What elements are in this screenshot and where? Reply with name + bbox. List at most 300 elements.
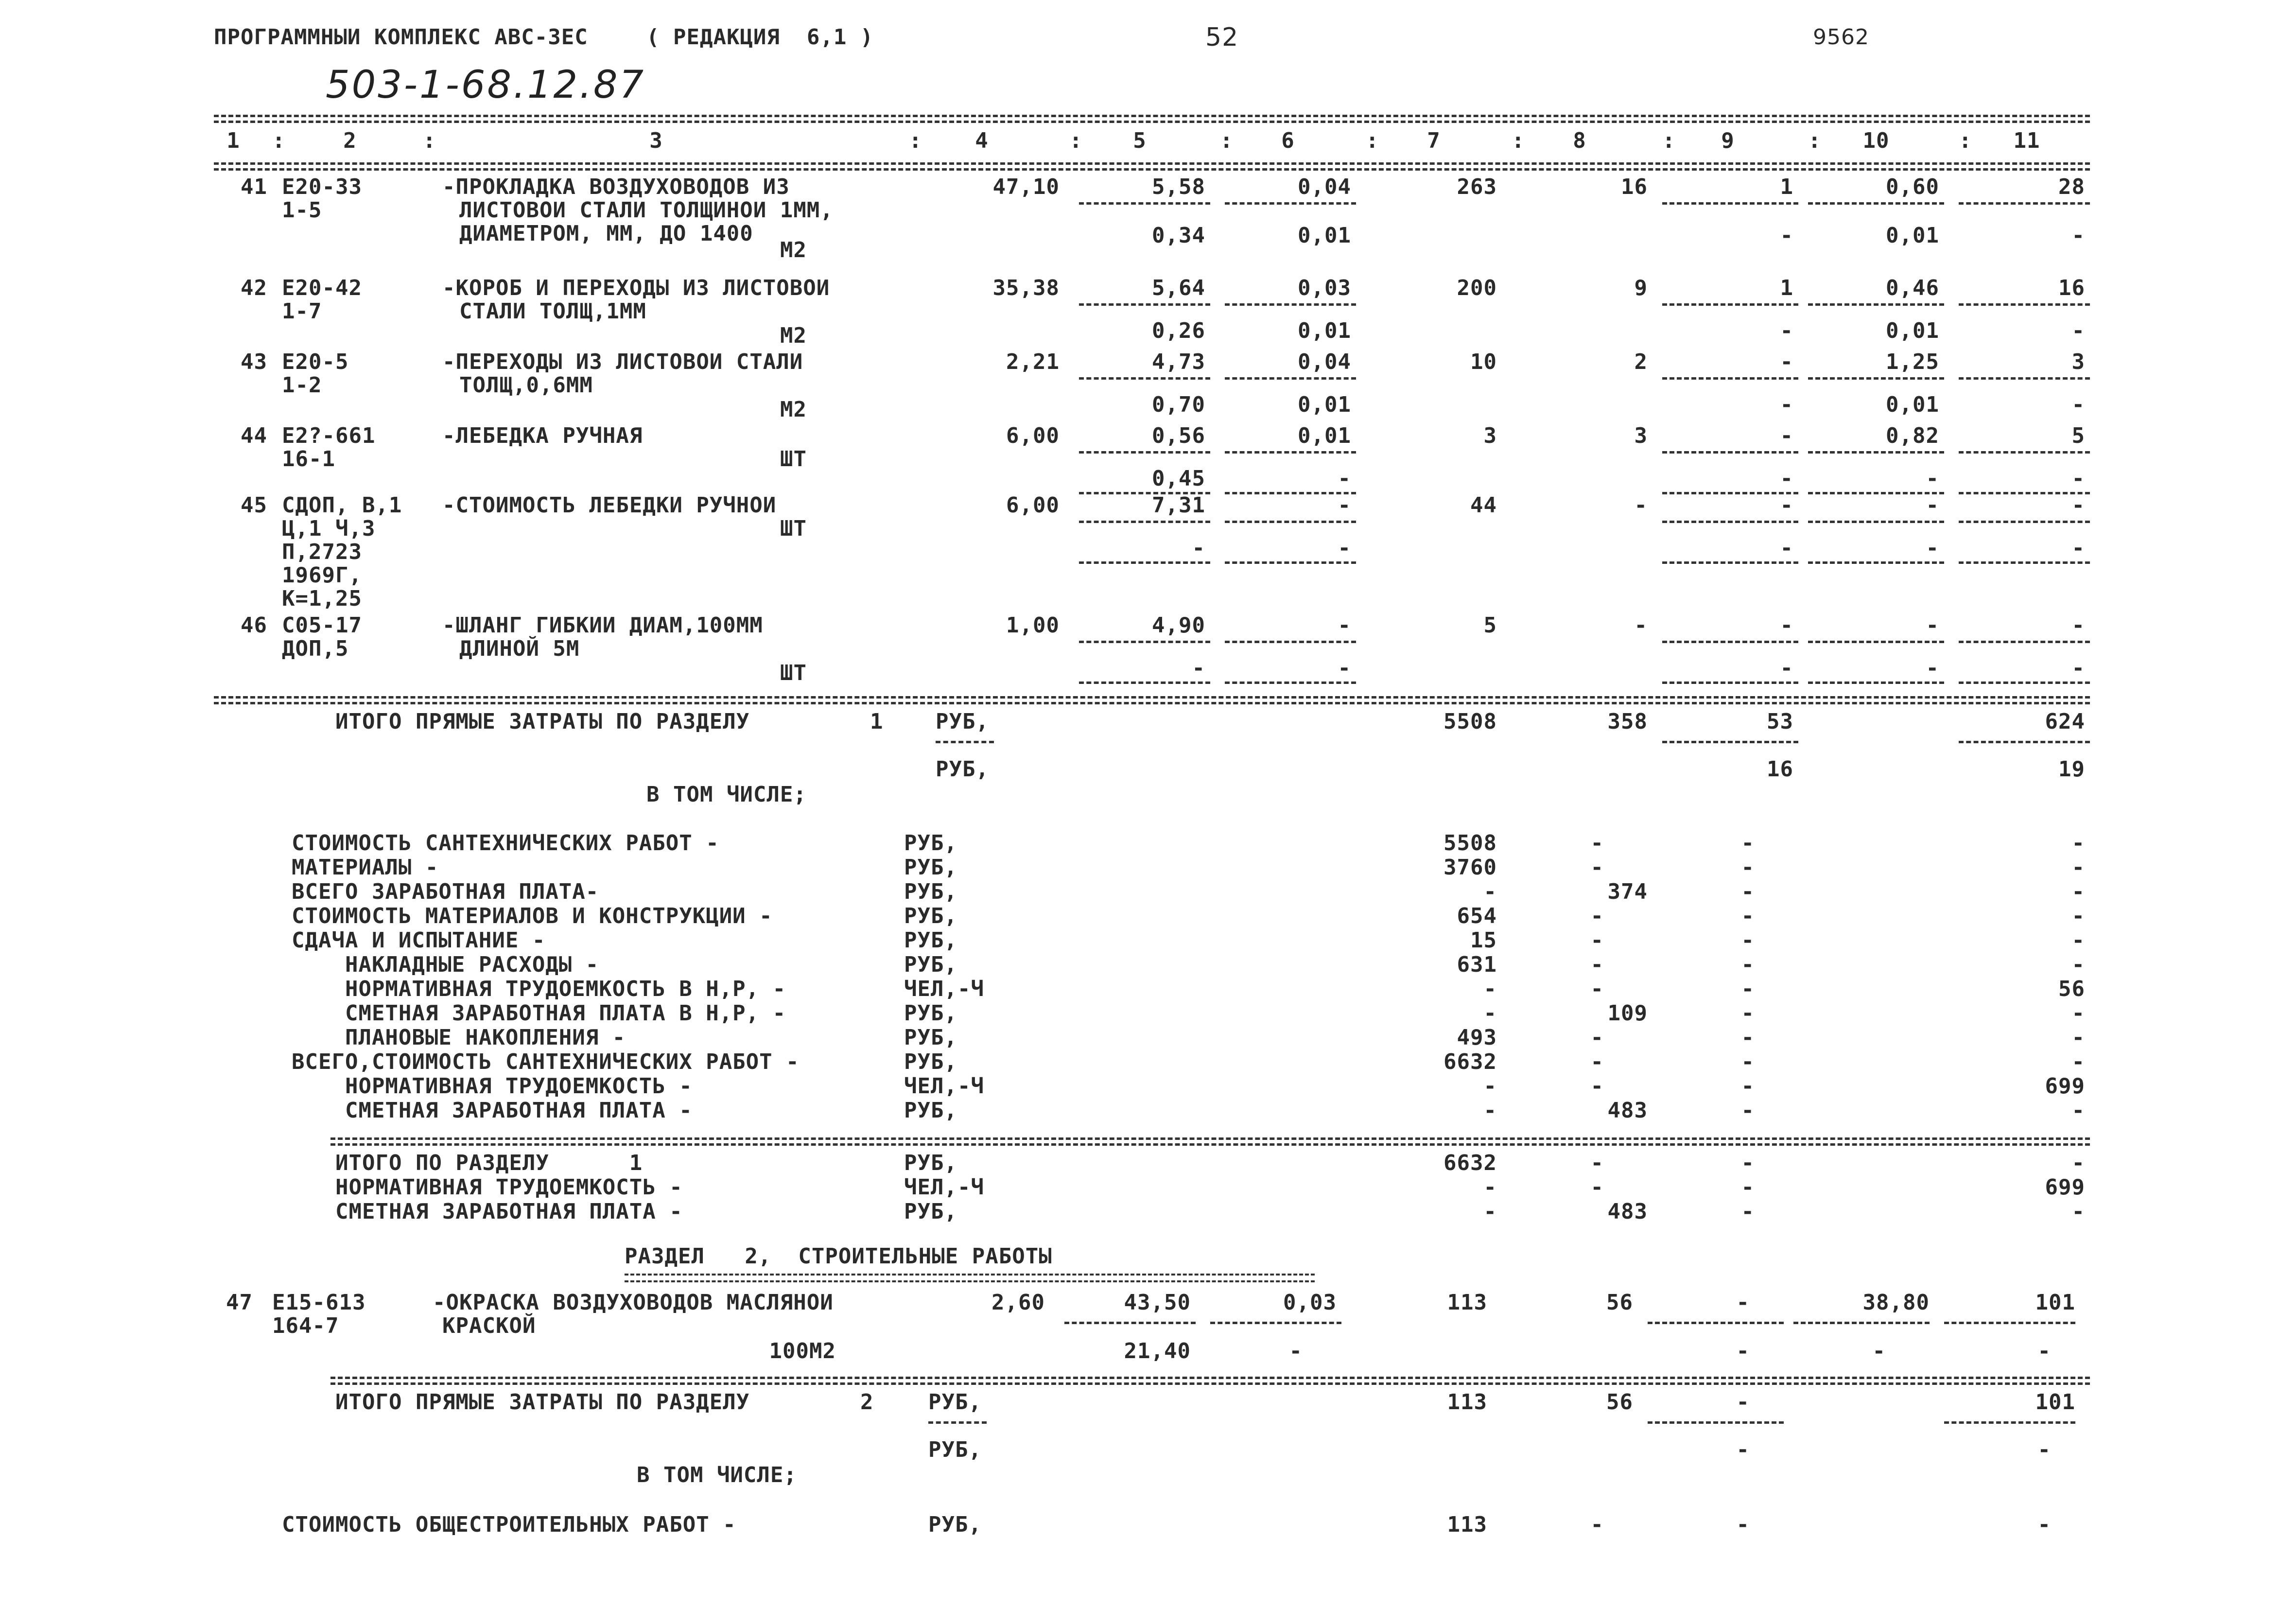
breakdown-c7: 5508 <box>1444 831 1497 856</box>
item-code: СДОП, В,1 <box>282 493 402 518</box>
breakdown-label: СДАЧА И ИСПЫТАНИЕ - <box>292 928 546 953</box>
breakdown-c8: 374 <box>1607 879 1648 904</box>
item-code: Е20-5 <box>282 350 349 374</box>
breakdown-c7: - <box>1483 1074 1497 1099</box>
breakdown-c9: - <box>1741 952 1755 977</box>
item-unit: ШТ <box>780 516 807 541</box>
cell-c9b: - <box>1780 318 1793 343</box>
total-label: ИТОГО ПРЯМЫЕ ЗАТРАТЫ ПО РАЗДЕЛУ <box>335 1390 750 1415</box>
total-unit: РУБ, <box>936 709 989 734</box>
breakdown-c11: - <box>2071 831 2085 856</box>
final-c11: - <box>2071 1151 2085 1175</box>
total-c9: 53 <box>1767 709 1793 734</box>
item-code: 1-7 <box>282 299 322 324</box>
subtotal-rule <box>1808 202 1944 205</box>
item-code: Е2?-661 <box>282 423 376 448</box>
item-code: Е20-42 <box>282 276 362 300</box>
item-name: СТАЛИ ТОЛЩ,1ММ <box>459 299 646 324</box>
item-code: П,2723 <box>282 540 362 564</box>
breakdown-c11: - <box>2071 904 2085 928</box>
breakdown-c11: - <box>2071 952 2085 977</box>
cell-c11: 3 <box>2071 350 2085 374</box>
cell-c6: 0,03 <box>1283 1290 1337 1315</box>
subtotal-rule <box>1959 641 2090 643</box>
subtotal-rule <box>1959 202 2090 205</box>
cell-c5b: 0,26 <box>1152 318 1205 343</box>
final-c7: - <box>1483 1199 1497 1224</box>
subtotal-rule <box>1808 451 1944 454</box>
subtotal-rule <box>1079 641 1210 643</box>
breakdown-c7: 631 <box>1457 952 1497 977</box>
section2-title: РАЗДЕЛ 2, СТРОИТЕЛЬНЫЕ РАБОТЫ <box>625 1244 1052 1269</box>
subtotal-rule <box>1662 451 1798 454</box>
subtotal-rule <box>1959 741 2090 743</box>
item-code: Е20-33 <box>282 175 362 199</box>
cell-c9: 1 <box>1780 175 1793 199</box>
cell-c9: - <box>1780 493 1793 518</box>
subtotal-rule <box>1225 561 1356 564</box>
cell-c10b: - <box>1926 466 1939 491</box>
breakdown-c11: 699 <box>2045 1074 2085 1099</box>
item-number: 47 <box>226 1290 253 1315</box>
subtotal-rule <box>1225 521 1356 523</box>
breakdown-c9: - <box>1741 855 1755 880</box>
breakdown-c11: - <box>2071 1098 2085 1123</box>
cell-c5b: 0,45 <box>1152 466 1205 491</box>
column-header-10: 10 <box>1862 128 1890 153</box>
cell-c10b: 0,01 <box>1886 392 1939 417</box>
breakdown-c11: - <box>2071 1049 2085 1074</box>
cell-c5: 5,58 <box>1152 175 1205 199</box>
item-code: 1969Г, <box>282 563 362 588</box>
cell-c6b: - <box>1289 1339 1303 1363</box>
section-rule <box>330 1143 2090 1146</box>
breakdown-unit: РУБ, <box>904 928 957 953</box>
cell-c11: - <box>2071 493 2085 518</box>
cell-c4: 47,10 <box>992 175 1060 199</box>
cell-c11: 16 <box>2058 276 2085 300</box>
breakdown-label: ВСЕГО,СТОИМОСТЬ САНТЕХНИЧЕСКИХ РАБОТ - <box>292 1049 800 1074</box>
breakdown-c8: - <box>1590 1512 1604 1537</box>
subtotal-rule <box>1662 303 1798 306</box>
cell-c8: 9 <box>1634 276 1648 300</box>
subtotal-rule <box>1079 682 1210 684</box>
doc-code: 9562 <box>1813 25 1869 50</box>
cell-c10b: - <box>1926 536 1939 560</box>
breakdown-c11: - <box>2071 855 2085 880</box>
final-c9: - <box>1741 1175 1755 1200</box>
cell-c11: 28 <box>2058 175 2085 199</box>
header-rule-bottom <box>214 162 2090 165</box>
breakdown-label: СТОИМОСТЬ МАТЕРИАЛОВ И КОНСТРУКЦИИ - <box>292 904 773 928</box>
header-rule-bottom-2 <box>214 168 2090 171</box>
breakdown-c11: 56 <box>2058 977 2085 1001</box>
breakdown-unit: РУБ, <box>928 1512 982 1537</box>
subtotal-rule <box>1662 561 1798 564</box>
final-c7: - <box>1483 1175 1497 1200</box>
item-code: Ц,1 Ч,3 <box>282 516 376 541</box>
subtotal-rule <box>1944 1322 2075 1324</box>
breakdown-c8: - <box>1590 831 1604 856</box>
cell-c11: - <box>2071 613 2085 638</box>
cell-c9: 1 <box>1780 276 1793 300</box>
column-header-7: 7 <box>1427 128 1441 153</box>
breakdown-label: ВСЕГО ЗАРАБОТНАЯ ПЛАТА- <box>292 879 599 904</box>
subtotal-rule <box>1808 521 1944 523</box>
item-number: 45 <box>241 493 267 518</box>
subtotal-rule <box>1808 303 1944 306</box>
cell-c9: - <box>1736 1290 1750 1315</box>
program-title: ПРОГРАММНЫИ КОМПЛЕКС АВС-ЗЕС <box>214 25 588 50</box>
column-header-6: 6 <box>1281 128 1295 153</box>
subtotal-rule <box>1662 377 1798 380</box>
cell-c9b: - <box>1780 536 1793 560</box>
cell-c4: 35,38 <box>992 276 1060 300</box>
section-rule <box>330 1377 2090 1379</box>
item-name: -ЛЕБЕДКА РУЧНАЯ <box>442 423 643 448</box>
cell-c11b: - <box>2071 392 2085 417</box>
header-rule-top <box>214 115 2090 117</box>
column-header-4: 4 <box>975 128 989 153</box>
subtotal-rule <box>1662 521 1798 523</box>
total-c11: 624 <box>2045 709 2085 734</box>
final-c9: - <box>1741 1199 1755 1224</box>
cell-c7: 263 <box>1457 175 1497 199</box>
cell-c11b: - <box>2071 318 2085 343</box>
breakdown-unit: РУБ, <box>904 1025 957 1050</box>
cell-c11b: - <box>2071 656 2085 681</box>
breakdown-unit: РУБ, <box>904 831 957 856</box>
breakdown-label: СМЕТНАЯ ЗАРАБОТНАЯ ПЛАТА - <box>292 1098 693 1123</box>
item-code: 16-1 <box>282 447 335 472</box>
item-name: -ПРОКЛАДКА ВОЗДУХОВОДОВ ИЗ <box>442 175 790 199</box>
including-label: В ТОМ ЧИСЛЕ; <box>646 782 807 807</box>
handwritten-code: 503-1-68.12.87 <box>326 63 646 107</box>
breakdown-c7: 493 <box>1457 1025 1497 1050</box>
breakdown-unit: РУБ, <box>904 952 957 977</box>
subtotal-rule <box>1959 303 2090 306</box>
cell-c11: 5 <box>2071 423 2085 448</box>
column-separator: : <box>1959 128 1972 153</box>
final-c9: - <box>1741 1151 1755 1175</box>
breakdown-c8: - <box>1590 1025 1604 1050</box>
breakdown-c8: - <box>1590 1074 1604 1099</box>
cell-c10: - <box>1926 493 1939 518</box>
breakdown-c7: - <box>1483 1098 1497 1123</box>
column-header-1: 1 <box>226 128 240 153</box>
cell-c5: 4,90 <box>1152 613 1205 638</box>
item-number: 43 <box>241 350 267 374</box>
total-unit2: РУБ, <box>936 757 989 782</box>
item-name: ЛИСТОВОИ СТАЛИ ТОЛЩИНОИ 1ММ, <box>459 198 834 223</box>
item-code: 164-7 <box>272 1313 339 1338</box>
breakdown-unit: РУБ, <box>904 1049 957 1074</box>
subtotal-rule <box>1959 377 2090 380</box>
cell-c9b: - <box>1780 466 1793 491</box>
column-header-5: 5 <box>1133 128 1147 153</box>
subtotal-rule <box>1944 1421 2075 1424</box>
cell-c6: 0,03 <box>1298 276 1351 300</box>
breakdown-c8: - <box>1590 855 1604 880</box>
cell-c9b: - <box>1736 1339 1750 1363</box>
cell-c9b: - <box>1780 656 1793 681</box>
breakdown-c11: - <box>2037 1512 2051 1537</box>
breakdown-c11: - <box>2071 1025 2085 1050</box>
unit-rule <box>936 741 994 743</box>
subtotal-rule <box>1210 1322 1341 1324</box>
subtotal-rule <box>1808 682 1944 684</box>
breakdown-c11: - <box>2071 879 2085 904</box>
cell-c5: 43,50 <box>1124 1290 1191 1315</box>
breakdown-c9: - <box>1741 928 1755 953</box>
breakdown-c7: - <box>1483 1001 1497 1026</box>
total-c11: 101 <box>2035 1390 2075 1415</box>
cell-c7: 113 <box>1447 1290 1487 1315</box>
breakdown-label: МАТЕРИАЛЫ - <box>292 855 439 880</box>
breakdown-c8: - <box>1590 904 1604 928</box>
subtotal-rule <box>1225 377 1356 380</box>
cell-c6: 0,04 <box>1298 350 1351 374</box>
breakdown-label: СТОИМОСТЬ САНТЕХНИЧЕСКИХ РАБОТ - <box>292 831 719 856</box>
breakdown-c11: - <box>2071 928 2085 953</box>
column-separator: : <box>909 128 922 153</box>
cell-c6b: 0,01 <box>1298 223 1351 248</box>
cell-c10: 0,46 <box>1886 276 1939 300</box>
column-separator: : <box>1220 128 1234 153</box>
section-rule <box>330 1382 2090 1385</box>
cell-c4: 2,60 <box>991 1290 1045 1315</box>
item-number: 42 <box>241 276 267 300</box>
item-number: 44 <box>241 423 267 448</box>
subtotal-rule <box>1808 641 1944 643</box>
subtotal-rule <box>1064 1322 1196 1324</box>
cell-c5: 7,31 <box>1152 493 1205 518</box>
cell-c6: - <box>1338 493 1351 518</box>
final-c11: 699 <box>2045 1175 2085 1200</box>
column-separator: : <box>423 128 436 153</box>
item-unit: М2 <box>780 238 807 262</box>
subtotal-rule <box>1662 641 1798 643</box>
subtotal-rule <box>1648 1421 1784 1424</box>
final-c8: - <box>1590 1175 1604 1200</box>
column-separator: : <box>1069 128 1083 153</box>
breakdown-c8: 483 <box>1607 1098 1648 1123</box>
cell-c10: 0,60 <box>1886 175 1939 199</box>
subtotal-rule <box>1959 451 2090 454</box>
subtotal-rule <box>1079 451 1210 454</box>
cell-c8: - <box>1634 493 1648 518</box>
cell-c6: 0,04 <box>1298 175 1351 199</box>
item-name: -ПЕРЕХОДЫ ИЗ ЛИСТОВОИ СТАЛИ <box>442 350 803 374</box>
cell-c8: 56 <box>1606 1290 1633 1315</box>
cell-c4: 1,00 <box>1006 613 1060 638</box>
cell-c4: 2,21 <box>1006 350 1060 374</box>
item-code: ДОП,5 <box>282 636 349 661</box>
subtotal-rule <box>1225 202 1356 205</box>
subtotal-rule <box>1079 561 1210 564</box>
cell-c7: 44 <box>1470 493 1497 518</box>
item-name: -ОКРАСКА ВОЗДУХОВОДОВ МАСЛЯНОИ <box>433 1290 834 1315</box>
subtotal-rule <box>1808 561 1944 564</box>
cell-c6b: - <box>1338 656 1351 681</box>
cell-c5b: 0,34 <box>1152 223 1205 248</box>
breakdown-label: НОРМАТИВНАЯ ТРУДОЕМКОСТЬ - <box>292 1074 693 1099</box>
breakdown-unit: РУБ, <box>904 855 957 880</box>
final-c11: - <box>2071 1199 2085 1224</box>
breakdown-unit: РУБ, <box>904 1001 957 1026</box>
breakdown-c9: - <box>1741 1074 1755 1099</box>
cell-c6: - <box>1338 613 1351 638</box>
cell-c11: 101 <box>2035 1290 2075 1315</box>
column-header-11: 11 <box>2013 128 2040 153</box>
cell-c10b: - <box>1926 656 1939 681</box>
column-header-9: 9 <box>1721 128 1735 153</box>
total-c9b: 16 <box>1767 757 1793 782</box>
cell-c9b: - <box>1780 223 1793 248</box>
cell-c5: 5,64 <box>1152 276 1205 300</box>
cell-c7: 5 <box>1483 613 1497 638</box>
cell-c7: 200 <box>1457 276 1497 300</box>
subtotal-rule <box>1225 303 1356 306</box>
column-separator: : <box>1808 128 1822 153</box>
breakdown-c7: 15 <box>1470 928 1497 953</box>
total-unit: РУБ, <box>928 1390 982 1415</box>
breakdown-unit: ЧЕЛ,-Ч <box>904 1074 984 1099</box>
breakdown-c8: - <box>1590 928 1604 953</box>
breakdown-label: НОРМАТИВНАЯ ТРУДОЕМКОСТЬ В Н,Р, - <box>292 977 786 1001</box>
final-c8: 483 <box>1607 1199 1648 1224</box>
item-code: 1-2 <box>282 373 322 398</box>
final-unit: РУБ, <box>904 1199 957 1224</box>
total-label: ИТОГО ПРЯМЫЕ ЗАТРАТЫ ПО РАЗДЕЛУ <box>335 709 750 734</box>
cell-c7: 3 <box>1483 423 1497 448</box>
subtotal-rule <box>1225 641 1356 643</box>
cell-c10: 38,80 <box>1862 1290 1930 1315</box>
column-separator: : <box>1366 128 1379 153</box>
cell-c8: 2 <box>1634 350 1648 374</box>
cell-c9: - <box>1780 613 1793 638</box>
cell-c6b: 0,01 <box>1298 318 1351 343</box>
cell-c10b: - <box>1872 1339 1886 1363</box>
subtotal-rule <box>1079 377 1210 380</box>
item-name: КРАСКОЙ <box>442 1313 536 1338</box>
item-code: С05-17 <box>282 613 362 638</box>
breakdown-c7: - <box>1483 977 1497 1001</box>
cell-c11b: - <box>2037 1339 2051 1363</box>
cell-c10: 0,82 <box>1886 423 1939 448</box>
breakdown-c8: - <box>1590 977 1604 1001</box>
cell-c11b: - <box>2071 536 2085 560</box>
breakdown-c8: - <box>1590 1049 1604 1074</box>
cell-c10b: 0,01 <box>1886 318 1939 343</box>
breakdown-c8: - <box>1590 952 1604 977</box>
breakdown-c9: - <box>1741 831 1755 856</box>
cell-c6b: 0,01 <box>1298 392 1351 417</box>
subtotal-rule <box>1793 1322 1930 1324</box>
cell-c9: - <box>1780 350 1793 374</box>
cell-c5b: - <box>1192 536 1205 560</box>
cell-c4: 6,00 <box>1006 423 1060 448</box>
breakdown-c9: - <box>1741 1049 1755 1074</box>
breakdown-c8: 109 <box>1607 1001 1648 1026</box>
subtotal-rule <box>1225 451 1356 454</box>
breakdown-c7: 654 <box>1457 904 1497 928</box>
cell-c5: 0,56 <box>1152 423 1205 448</box>
final-unit: РУБ, <box>904 1151 957 1175</box>
column-separator: : <box>272 128 286 153</box>
final-label: НОРМАТИВНАЯ ТРУДОЕМКОСТЬ - <box>335 1175 683 1200</box>
column-header-3: 3 <box>649 128 663 153</box>
breakdown-c9: - <box>1741 977 1755 1001</box>
final-label: СМЕТНАЯ ЗАРАБОТНАЯ ПЛАТА - <box>335 1199 683 1224</box>
section2-title-underline <box>625 1274 1315 1282</box>
total-c8: 358 <box>1607 709 1648 734</box>
cell-c8: 3 <box>1634 423 1648 448</box>
section-rule <box>330 1137 2090 1140</box>
breakdown-label: СТОИМОСТЬ ОБЩЕСТРОИТЕЛЬНЫХ РАБОТ - <box>282 1512 736 1537</box>
total-section: 2 <box>860 1390 874 1415</box>
item-unit: М2 <box>780 397 807 422</box>
breakdown-c11: - <box>2071 1001 2085 1026</box>
cell-c10b: 0,01 <box>1886 223 1939 248</box>
item-number: 41 <box>241 175 267 199</box>
item-unit: ШТ <box>780 661 807 685</box>
cell-c6b: - <box>1338 466 1351 491</box>
subtotal-rule <box>1959 561 2090 564</box>
breakdown-c9: - <box>1736 1512 1750 1537</box>
subtotal-rule <box>1225 682 1356 684</box>
item-name: -ШЛАНГ ГИБКИИ ДИАМ,100ММ <box>442 613 763 638</box>
total-section: 1 <box>870 709 884 734</box>
breakdown-unit: РУБ, <box>904 1098 957 1123</box>
breakdown-c9: - <box>1741 904 1755 928</box>
cell-c11b: - <box>2071 466 2085 491</box>
section-rule <box>214 702 2090 704</box>
subtotal-rule <box>1079 202 1210 205</box>
column-header-2: 2 <box>343 128 357 153</box>
item-code: Е15-613 <box>272 1290 366 1315</box>
cell-c8: - <box>1634 613 1648 638</box>
subtotal-rule <box>1959 521 2090 523</box>
cell-c5b: 21,40 <box>1124 1339 1191 1363</box>
cell-c9b: - <box>1780 392 1793 417</box>
subtotal-rule <box>1662 741 1798 743</box>
cell-c11b: - <box>2071 223 2085 248</box>
breakdown-c9: - <box>1741 879 1755 904</box>
cell-c8: 16 <box>1621 175 1648 199</box>
total-c11b: 19 <box>2058 757 2085 782</box>
breakdown-c9: - <box>1741 1025 1755 1050</box>
breakdown-c7: 6632 <box>1444 1049 1497 1074</box>
breakdown-label: НАКЛАДНЫЕ РАСХОДЫ - <box>292 952 599 977</box>
total-c9: - <box>1736 1390 1750 1415</box>
breakdown-c7: 3760 <box>1444 855 1497 880</box>
subtotal-rule <box>1662 682 1798 684</box>
section-rule <box>214 696 2090 699</box>
item-unit: 100М2 <box>769 1339 836 1363</box>
breakdown-unit: ЧЕЛ,-Ч <box>904 977 984 1001</box>
final-unit: ЧЕЛ,-Ч <box>904 1175 984 1200</box>
cell-c6: 0,01 <box>1298 423 1351 448</box>
item-name: ДИАМЕТРОМ, ММ, ДО 1400 <box>459 221 753 246</box>
total-c9b: - <box>1736 1437 1750 1462</box>
cell-c5b: - <box>1192 656 1205 681</box>
subtotal-rule <box>1648 1322 1784 1324</box>
breakdown-unit: РУБ, <box>904 904 957 928</box>
item-name: ДЛИНОЙ 5М <box>459 636 580 661</box>
page-number: 52 <box>1205 23 1239 52</box>
cell-c5: 4,73 <box>1152 350 1205 374</box>
